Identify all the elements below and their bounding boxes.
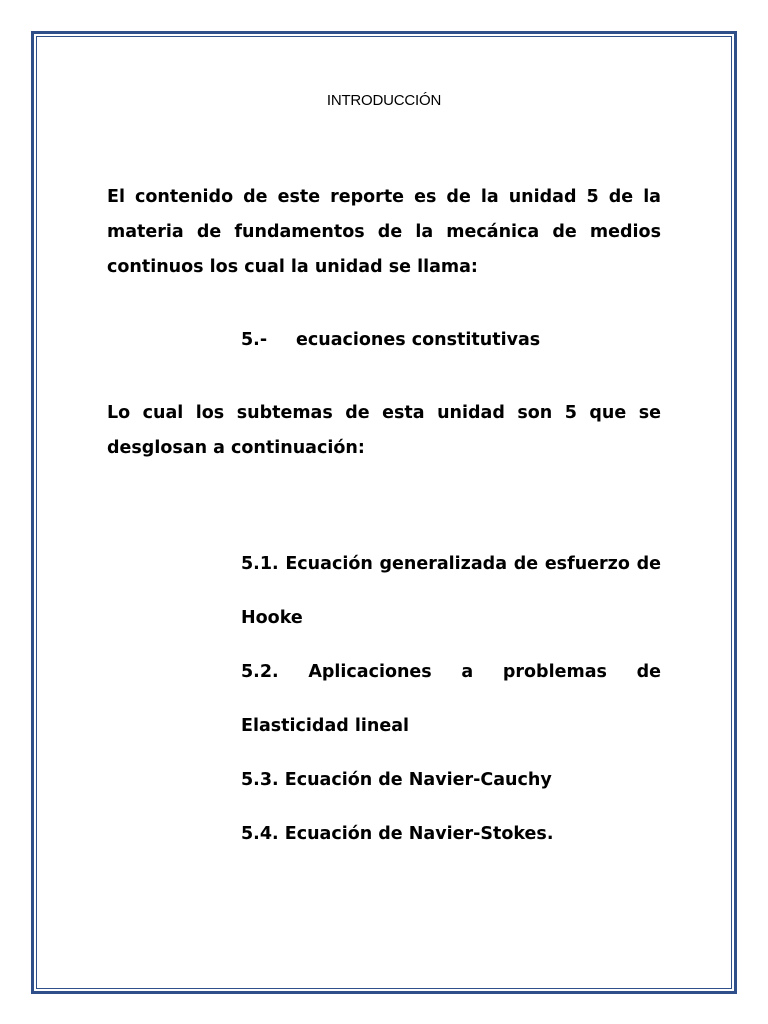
document-title: INTRODUCCIÓN [326,92,442,109]
unit-heading [241,326,540,354]
subtopics-list [241,537,661,861]
subtopics-intro-paragraph: Lo cual los subtemas de esta unidad son 5 que se desglosan a continuación: [107,403,661,458]
unit-name: ecuaciones constitutivas [296,330,541,350]
intro-paragraph: El contenido de este reporte es de la unidad 5 de la materia de fundamentos de la mecánica de medios continuos los cual la unidad se llama: [107,187,661,277]
subtopic-item: 5.1. Ecuación generalizada de esfuerzo de Hooke [241,554,661,628]
subtopic-item: 5.3. Ecuación de Navier-Cauchy [241,770,552,790]
unit-number: 5.- [241,330,268,350]
subtopic-item: 5.4. Ecuación de Navier-Stokes. [241,824,554,844]
subtopic-item: 5.2. Aplicaciones a problemas de Elasticidad lineal [241,662,661,736]
